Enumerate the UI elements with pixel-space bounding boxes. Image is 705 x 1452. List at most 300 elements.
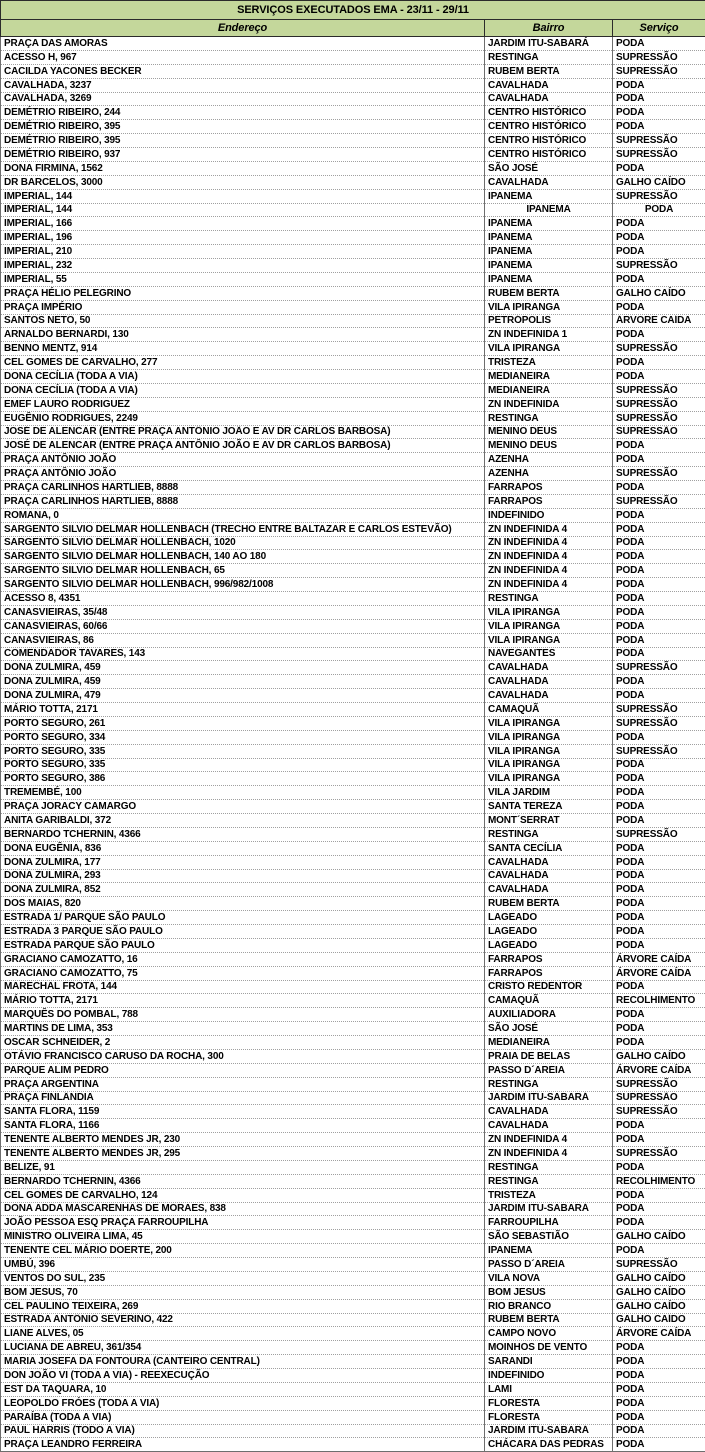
servico-cell[interactable]: PODA (613, 605, 705, 619)
bairro-cell[interactable]: CAMPO NOVO (485, 1327, 613, 1341)
servico-cell[interactable]: PODA (613, 647, 705, 661)
bairro-cell[interactable]: ZN INDEFINIDA 4 (485, 522, 613, 536)
servico-cell[interactable]: PODA (613, 1133, 705, 1147)
endereco-cell[interactable]: PRAÇA DAS AMORAS (1, 37, 485, 51)
endereco-cell[interactable]: DONA ZULMIRA, 459 (1, 661, 485, 675)
endereco-cell[interactable]: CAVALHADA, 3269 (1, 92, 485, 106)
endereco-cell[interactable]: TENENTE CEL MÁRIO DOERTE, 200 (1, 1244, 485, 1258)
endereco-cell[interactable]: SANTA FLORA, 1166 (1, 1119, 485, 1133)
bairro-cell[interactable]: JARDIM ITU-SABARÁ (485, 1424, 613, 1438)
bairro-cell[interactable]: MENINO DEUS (485, 439, 613, 453)
endereco-cell[interactable]: ARNALDO BERNARDI, 130 (1, 328, 485, 342)
bairro-cell[interactable]: FLORESTA (485, 1396, 613, 1410)
servico-cell[interactable]: PODA (613, 1008, 705, 1022)
servico-cell[interactable]: PODA (613, 1382, 705, 1396)
endereco-cell[interactable]: PRAÇA LEANDRO FERREIRA (1, 1438, 485, 1452)
endereco-cell[interactable]: SANTOS NETO, 50 (1, 314, 485, 328)
endereco-cell[interactable]: MÁRIO TOTTA, 2171 (1, 703, 485, 717)
bairro-cell[interactable]: CAVALHADA (485, 78, 613, 92)
bairro-cell[interactable]: LAGEADO (485, 938, 613, 952)
servico-cell[interactable]: PODA (613, 1396, 705, 1410)
servico-cell[interactable]: SUPRESSÃO (613, 50, 705, 64)
endereco-cell[interactable]: DONA FIRMINA, 1562 (1, 161, 485, 175)
endereco-cell[interactable]: EUGÊNIO RODRIGUES, 2249 (1, 411, 485, 425)
endereco-cell[interactable]: DONA CECÍLIA (TODA A VIA) (1, 383, 485, 397)
endereco-cell[interactable]: CAVALHADA, 3237 (1, 78, 485, 92)
servico-cell[interactable]: SUPRESSÃO (613, 744, 705, 758)
bairro-cell[interactable]: RUBEM BERTA (485, 286, 613, 300)
servico-cell[interactable]: RECOLHIMENTO (613, 994, 705, 1008)
servico-cell[interactable]: GALHO CAÍDO (613, 286, 705, 300)
bairro-cell[interactable]: CENTRO HISTÓRICO (485, 148, 613, 162)
bairro-cell[interactable]: IPANEMA (485, 217, 613, 231)
servico-cell[interactable]: PODA (613, 1036, 705, 1050)
endereco-cell[interactable]: PRAÇA HÉLIO PELEGRINO (1, 286, 485, 300)
bairro-cell[interactable]: ZN INDEFINIDA 4 (485, 578, 613, 592)
servico-cell[interactable]: GALHO CAÍDO (613, 1230, 705, 1244)
bairro-cell[interactable]: FARRAPOS (485, 494, 613, 508)
servico-cell[interactable]: SUPRESSÃO (613, 1258, 705, 1272)
bairro-cell[interactable]: ZN INDEFINIDA 4 (485, 1147, 613, 1161)
servico-cell[interactable]: GALHO CAÍDO (613, 1049, 705, 1063)
servico-cell[interactable]: PODA (613, 217, 705, 231)
bairro-cell[interactable]: MEDIANEIRA (485, 383, 613, 397)
endereco-cell[interactable]: BOM JESUS, 70 (1, 1285, 485, 1299)
servico-cell[interactable]: PODA (613, 1216, 705, 1230)
servico-cell[interactable]: SUPRESSÃO (613, 64, 705, 78)
servico-cell[interactable]: PODA (613, 1119, 705, 1133)
endereco-cell[interactable]: JOSÉ DE ALENCAR (ENTRE PRAÇA ANTÔNIO JOÃO E AV DR CARLOS BARBOSA) (1, 425, 485, 439)
bairro-cell[interactable]: ZN INDEFINIDA (485, 397, 613, 411)
bairro-cell[interactable]: ZN INDEFINIDA 4 (485, 536, 613, 550)
servico-cell[interactable]: PODA (613, 1244, 705, 1258)
endereco-cell[interactable]: DON JOÃO VI (TODA A VIA) - REEXECUÇÃO (1, 1369, 485, 1383)
servico-cell[interactable]: ÁRVORE CAÍDA (613, 1327, 705, 1341)
bairro-cell[interactable]: ZN INDEFINIDA 4 (485, 550, 613, 564)
bairro-cell[interactable]: CENTRO HISTÓRICO (485, 134, 613, 148)
bairro-cell[interactable]: RUBEM BERTA (485, 64, 613, 78)
endereco-cell[interactable]: DONA CECÍLIA (TODA A VIA) (1, 370, 485, 384)
servico-cell[interactable]: PODA (613, 675, 705, 689)
bairro-cell[interactable]: RESTINGA (485, 1077, 613, 1091)
endereco-cell[interactable]: PORTO SEGURO, 335 (1, 758, 485, 772)
endereco-cell[interactable]: PRAÇA FINLÂNDIA (1, 1091, 485, 1105)
endereco-cell[interactable]: LEOPOLDO FRÓES (TODA A VIA) (1, 1396, 485, 1410)
endereco-cell[interactable]: BERNARDO TCHERNIN, 4366 (1, 1174, 485, 1188)
servico-cell[interactable]: ÁRVORE CAÍDA (613, 966, 705, 980)
endereco-cell[interactable]: OSCAR SCHNEIDER, 2 (1, 1036, 485, 1050)
servico-cell[interactable]: PODA (613, 1369, 705, 1383)
servico-cell[interactable]: PODA (613, 161, 705, 175)
servico-cell[interactable]: GALHO CAÍDO (613, 1299, 705, 1313)
servico-cell[interactable]: PODA (613, 564, 705, 578)
bairro-cell[interactable]: CAMAQUÃ (485, 994, 613, 1008)
endereco-cell[interactable]: PORTO SEGURO, 386 (1, 772, 485, 786)
servico-cell[interactable]: SUPRESSÃO (613, 1091, 705, 1105)
bairro-cell[interactable]: MOINHOS DE VENTO (485, 1341, 613, 1355)
endereco-cell[interactable]: MARQUÊS DO POMBAL, 788 (1, 1008, 485, 1022)
bairro-cell[interactable]: FLORESTA (485, 1410, 613, 1424)
endereco-cell[interactable]: SARGENTO SILVIO DELMAR HOLLENBACH, 1020 (1, 536, 485, 550)
bairro-cell[interactable]: CRISTO REDENTOR (485, 980, 613, 994)
servico-cell[interactable]: PODA (613, 300, 705, 314)
endereco-cell[interactable]: IMPERIAL, 144 (1, 203, 485, 217)
bairro-cell[interactable]: MONT´SERRAT (485, 814, 613, 828)
endereco-cell[interactable]: LIANE ALVES, 05 (1, 1327, 485, 1341)
endereco-cell[interactable]: DONA ZULMIRA, 177 (1, 855, 485, 869)
column-header-endereco[interactable]: Endereço (1, 20, 485, 37)
bairro-cell[interactable]: AZENHA (485, 453, 613, 467)
endereco-cell[interactable]: GRACIANO CAMOZATTO, 75 (1, 966, 485, 980)
bairro-cell[interactable]: VILA IPIRANGA (485, 772, 613, 786)
endereco-cell[interactable]: DEMÉTRIO RIBEIRO, 937 (1, 148, 485, 162)
endereco-cell[interactable]: DONA ZULMIRA, 852 (1, 883, 485, 897)
servico-cell[interactable]: PODA (613, 1424, 705, 1438)
servico-cell[interactable]: PODA (613, 106, 705, 120)
bairro-cell[interactable]: ZN INDEFINIDA 1 (485, 328, 613, 342)
bairro-cell[interactable]: CAVALHADA (485, 1119, 613, 1133)
bairro-cell[interactable]: CAVALHADA (485, 1105, 613, 1119)
bairro-cell[interactable]: VILA IPIRANGA (485, 716, 613, 730)
endereco-cell[interactable]: TREMEMBÉ, 100 (1, 786, 485, 800)
bairro-cell[interactable]: VILA IPIRANGA (485, 342, 613, 356)
servico-cell[interactable]: PODA (613, 619, 705, 633)
servico-cell[interactable]: PODA (613, 814, 705, 828)
servico-cell[interactable]: SUPRESSÃO (613, 716, 705, 730)
servico-cell[interactable]: SUPRESSÃO (613, 134, 705, 148)
endereco-cell[interactable]: DONA ZULMIRA, 479 (1, 689, 485, 703)
bairro-cell[interactable]: VILA IPIRANGA (485, 744, 613, 758)
servico-cell[interactable]: ÁRVORE CAÍDA (613, 314, 705, 328)
servico-cell[interactable]: PODA (613, 841, 705, 855)
bairro-cell[interactable]: IPANEMA (485, 189, 613, 203)
servico-cell[interactable]: PODA (613, 1188, 705, 1202)
endereco-cell[interactable]: ESTRADA ANTÔNIO SEVERINO, 422 (1, 1313, 485, 1327)
bairro-cell[interactable]: CENTRO HISTÓRICO (485, 120, 613, 134)
bairro-cell[interactable]: VILA IPIRANGA (485, 633, 613, 647)
bairro-cell[interactable]: IPANEMA (485, 272, 613, 286)
bairro-cell[interactable]: RESTINGA (485, 50, 613, 64)
endereco-cell[interactable]: SARGENTO SILVIO DELMAR HOLLENBACH, 65 (1, 564, 485, 578)
endereco-cell[interactable]: PAUL HARRIS (TODO A VIA) (1, 1424, 485, 1438)
servico-cell[interactable]: PODA (613, 592, 705, 606)
bairro-cell[interactable]: VILA IPIRANGA (485, 605, 613, 619)
endereco-cell[interactable]: ANITA GARIBALDI, 372 (1, 814, 485, 828)
endereco-cell[interactable]: JOÃO PESSOA ESQ PRAÇA FARROUPILHA (1, 1216, 485, 1230)
endereco-cell[interactable]: UMBÚ, 396 (1, 1258, 485, 1272)
endereco-cell[interactable]: MARIA JOSEFA DA FONTOURA (CANTEIRO CENTRAL) (1, 1355, 485, 1369)
servico-cell[interactable]: GALHO CAÍDO (613, 1285, 705, 1299)
bairro-cell[interactable]: AZENHA (485, 467, 613, 481)
servico-cell[interactable]: SUPRESSÃO (613, 1077, 705, 1091)
bairro-cell[interactable]: MENINO DEUS (485, 425, 613, 439)
servico-cell[interactable]: SUPRESSÃO (613, 148, 705, 162)
bairro-cell[interactable]: MEDIANEIRA (485, 1036, 613, 1050)
endereco-cell[interactable]: IMPERIAL, 232 (1, 259, 485, 273)
servico-cell[interactable]: GALHO CAÍDO (613, 175, 705, 189)
endereco-cell[interactable]: CANASVIEIRAS, 35/48 (1, 605, 485, 619)
endereco-cell[interactable]: CEL GOMES DE CARVALHO, 124 (1, 1188, 485, 1202)
servico-cell[interactable]: GALHO CAÍDO (613, 1313, 705, 1327)
bairro-cell[interactable]: CHÁCARA DAS PEDRAS (485, 1438, 613, 1452)
bairro-cell[interactable]: ZN INDEFINIDA 4 (485, 564, 613, 578)
endereco-cell[interactable]: ESTRADA PARQUE SÃO PAULO (1, 938, 485, 952)
servico-cell[interactable]: SUPRESSÃO (613, 1147, 705, 1161)
servico-cell[interactable]: SUPRESSÃO (613, 411, 705, 425)
endereco-cell[interactable]: PRAÇA ANTÔNIO JOÃO (1, 467, 485, 481)
servico-cell[interactable]: PODA (613, 633, 705, 647)
servico-cell[interactable]: PODA (613, 897, 705, 911)
bairro-cell[interactable]: FARRAPOS (485, 966, 613, 980)
endereco-cell[interactable]: PRAÇA IMPÉRIO (1, 300, 485, 314)
bairro-cell[interactable]: CAVALHADA (485, 883, 613, 897)
bairro-cell[interactable]: VILA IPIRANGA (485, 619, 613, 633)
servico-cell[interactable]: PODA (613, 786, 705, 800)
servico-cell[interactable]: PODA (613, 1355, 705, 1369)
endereco-cell[interactable]: BELIZE, 91 (1, 1160, 485, 1174)
servico-cell[interactable]: PODA (613, 37, 705, 51)
bairro-cell[interactable]: CAMAQUÃ (485, 703, 613, 717)
servico-cell[interactable]: PODA (613, 869, 705, 883)
bairro-cell[interactable]: NAVEGANTES (485, 647, 613, 661)
servico-cell[interactable]: PODA (613, 1022, 705, 1036)
endereco-cell[interactable]: VENTOS DO SUL, 235 (1, 1271, 485, 1285)
servico-cell[interactable]: SUPRESSÃO (613, 467, 705, 481)
bairro-cell[interactable]: LAGEADO (485, 911, 613, 925)
bairro-cell[interactable]: RIO BRANCO (485, 1299, 613, 1313)
servico-cell[interactable]: PODA (613, 883, 705, 897)
endereco-cell[interactable]: SANTA FLORA, 1159 (1, 1105, 485, 1119)
bairro-cell[interactable]: BOM JESUS (485, 1285, 613, 1299)
bairro-cell[interactable]: RESTINGA (485, 411, 613, 425)
bairro-cell[interactable]: PASSO D´AREIA (485, 1063, 613, 1077)
bairro-cell[interactable]: IPANEMA (485, 203, 613, 217)
bairro-cell[interactable]: FARRAPOS (485, 952, 613, 966)
bairro-cell[interactable]: VILA IPIRANGA (485, 730, 613, 744)
servico-cell[interactable]: PODA (613, 120, 705, 134)
table-title[interactable]: SERVIÇOS EXECUTADOS EMA - 23/11 - 29/11 (1, 1, 705, 20)
bairro-cell[interactable]: INDEFINIDO (485, 508, 613, 522)
servico-cell[interactable]: PODA (613, 925, 705, 939)
servico-cell[interactable]: PODA (613, 481, 705, 495)
servico-cell[interactable]: PODA (613, 272, 705, 286)
endereco-cell[interactable]: ESTRADA 3 PARQUE SÃO PAULO (1, 925, 485, 939)
bairro-cell[interactable]: ZN INDEFINIDA 4 (485, 1133, 613, 1147)
servico-cell[interactable]: PODA (613, 231, 705, 245)
servico-cell[interactable]: PODA (613, 1160, 705, 1174)
endereco-cell[interactable]: PORTO SEGURO, 335 (1, 744, 485, 758)
bairro-cell[interactable]: IPANEMA (485, 259, 613, 273)
servico-cell[interactable]: RECOLHIMENTO (613, 1174, 705, 1188)
servico-cell[interactable]: PODA (613, 578, 705, 592)
bairro-cell[interactable]: CAVALHADA (485, 675, 613, 689)
bairro-cell[interactable]: FARRAPOS (485, 481, 613, 495)
column-header-bairro[interactable]: Bairro (485, 20, 613, 37)
endereco-cell[interactable]: IMPERIAL, 166 (1, 217, 485, 231)
servico-cell[interactable]: SUPRESSÃO (613, 827, 705, 841)
endereco-cell[interactable]: MINISTRO OLIVEIRA LIMA, 45 (1, 1230, 485, 1244)
endereco-cell[interactable]: TENENTE ALBERTO MENDES JR, 295 (1, 1147, 485, 1161)
endereco-cell[interactable]: IMPERIAL, 55 (1, 272, 485, 286)
endereco-cell[interactable]: DONA ZULMIRA, 293 (1, 869, 485, 883)
endereco-cell[interactable]: SARGENTO SILVIO DELMAR HOLLENBACH, 996/982/1008 (1, 578, 485, 592)
endereco-cell[interactable]: DEMÉTRIO RIBEIRO, 244 (1, 106, 485, 120)
bairro-cell[interactable]: TRISTEZA (485, 356, 613, 370)
bairro-cell[interactable]: PETRÓPOLIS (485, 314, 613, 328)
servico-cell[interactable]: PODA (613, 730, 705, 744)
bairro-cell[interactable]: IPANEMA (485, 231, 613, 245)
endereco-cell[interactable]: PORTO SEGURO, 261 (1, 716, 485, 730)
bairro-cell[interactable]: SARANDI (485, 1355, 613, 1369)
bairro-cell[interactable]: JARDIM ITU-SABARÁ (485, 37, 613, 51)
bairro-cell[interactable]: VILA JARDIM (485, 786, 613, 800)
endereco-cell[interactable]: DONA ADDA MASCARENHAS DE MORAES, 838 (1, 1202, 485, 1216)
bairro-cell[interactable]: SÃO SEBASTIÃO (485, 1230, 613, 1244)
endereco-cell[interactable]: TENENTE ALBERTO MENDES JR, 230 (1, 1133, 485, 1147)
servico-cell[interactable]: SUPRESSÃO (613, 189, 705, 203)
endereco-cell[interactable]: GRACIANO CAMOZATTO, 16 (1, 952, 485, 966)
bairro-cell[interactable]: CAVALHADA (485, 869, 613, 883)
endereco-cell[interactable]: PRAÇA CARLINHOS HARTLIEB, 8888 (1, 481, 485, 495)
servico-cell[interactable]: PODA (613, 800, 705, 814)
servico-cell[interactable]: PODA (613, 980, 705, 994)
endereco-cell[interactable]: PRAÇA CARLINHOS HARTLIEB, 8888 (1, 494, 485, 508)
endereco-cell[interactable]: OTÁVIO FRANCISCO CARUSO DA ROCHA, 300 (1, 1049, 485, 1063)
servico-cell[interactable]: PODA (613, 758, 705, 772)
endereco-cell[interactable]: EST DA TAQUARA, 10 (1, 1382, 485, 1396)
bairro-cell[interactable]: IPANEMA (485, 1244, 613, 1258)
bairro-cell[interactable]: AUXILIADORA (485, 1008, 613, 1022)
bairro-cell[interactable]: RESTINGA (485, 592, 613, 606)
column-header-servico[interactable]: Serviço (613, 20, 705, 37)
endereco-cell[interactable]: ESTRADA 1/ PARQUE SÃO PAULO (1, 911, 485, 925)
endereco-cell[interactable]: ROMANA, 0 (1, 508, 485, 522)
bairro-cell[interactable]: CENTRO HISTÓRICO (485, 106, 613, 120)
servico-cell[interactable]: PODA (613, 508, 705, 522)
bairro-cell[interactable]: JARDIM ITU-SABARÁ (485, 1091, 613, 1105)
servico-cell[interactable]: PODA (613, 1438, 705, 1452)
bairro-cell[interactable]: SANTA CECÍLIA (485, 841, 613, 855)
servico-cell[interactable]: PODA (613, 855, 705, 869)
servico-cell[interactable]: PODA (613, 439, 705, 453)
servico-cell[interactable]: PODA (613, 328, 705, 342)
bairro-cell[interactable]: CAVALHADA (485, 855, 613, 869)
servico-cell[interactable]: PODA (613, 1202, 705, 1216)
endereco-cell[interactable]: DOS MAIAS, 820 (1, 897, 485, 911)
endereco-cell[interactable]: SARGENTO SILVIO DELMAR HOLLENBACH (TRECHO ENTRE BALTAZAR E CARLOS ESTEVÃO) (1, 522, 485, 536)
endereco-cell[interactable]: DONA ZULMIRA, 459 (1, 675, 485, 689)
bairro-cell[interactable]: CAVALHADA (485, 175, 613, 189)
servico-cell[interactable]: PODA (613, 536, 705, 550)
servico-cell[interactable]: SUPRESSÃO (613, 342, 705, 356)
servico-cell[interactable]: PODA (613, 245, 705, 259)
bairro-cell[interactable]: PASSO D´AREIA (485, 1258, 613, 1272)
servico-cell[interactable]: PODA (613, 92, 705, 106)
bairro-cell[interactable]: VILA IPIRANGA (485, 758, 613, 772)
endereco-cell[interactable]: ACESSO 8, 4351 (1, 592, 485, 606)
bairro-cell[interactable]: PRAIA DE BELAS (485, 1049, 613, 1063)
bairro-cell[interactable]: LAMI (485, 1382, 613, 1396)
endereco-cell[interactable]: BENNO MENTZ, 914 (1, 342, 485, 356)
servico-cell[interactable]: GALHO CAÍDO (613, 1271, 705, 1285)
bairro-cell[interactable]: RUBEM BERTA (485, 897, 613, 911)
endereco-cell[interactable]: IMPERIAL, 196 (1, 231, 485, 245)
servico-cell[interactable]: PODA (613, 938, 705, 952)
bairro-cell[interactable]: FARROUPILHA (485, 1216, 613, 1230)
bairro-cell[interactable]: SÃO JOSÉ (485, 161, 613, 175)
endereco-cell[interactable]: PARQUE ALIM PEDRO (1, 1063, 485, 1077)
endereco-cell[interactable]: IMPERIAL, 210 (1, 245, 485, 259)
endereco-cell[interactable]: CANASVIEIRAS, 60/66 (1, 619, 485, 633)
endereco-cell[interactable]: CACILDA YACONES BECKER (1, 64, 485, 78)
endereco-cell[interactable]: PRAÇA ARGENTINA (1, 1077, 485, 1091)
endereco-cell[interactable]: DEMÉTRIO RIBEIRO, 395 (1, 134, 485, 148)
endereco-cell[interactable]: CEL PAULINO TEIXEIRA, 269 (1, 1299, 485, 1313)
servico-cell[interactable]: ÁRVORE CAÍDA (613, 952, 705, 966)
servico-cell[interactable]: PODA (613, 911, 705, 925)
servico-cell[interactable]: PODA (613, 203, 705, 217)
bairro-cell[interactable]: CAVALHADA (485, 92, 613, 106)
endereco-cell[interactable]: MÁRIO TOTTA, 2171 (1, 994, 485, 1008)
endereco-cell[interactable]: BERNARDO TCHERNIN, 4366 (1, 827, 485, 841)
endereco-cell[interactable]: LUCIANA DE ABREU, 361/354 (1, 1341, 485, 1355)
bairro-cell[interactable]: VILA NOVA (485, 1271, 613, 1285)
endereco-cell[interactable]: MARECHAL FROTA, 144 (1, 980, 485, 994)
servico-cell[interactable]: PODA (613, 550, 705, 564)
servico-cell[interactable]: SUPRESSÃO (613, 259, 705, 273)
servico-cell[interactable]: PODA (613, 1410, 705, 1424)
servico-cell[interactable]: ÁRVORE CAÍDA (613, 1063, 705, 1077)
servico-cell[interactable]: PODA (613, 78, 705, 92)
servico-cell[interactable]: SUPRESSÃO (613, 494, 705, 508)
bairro-cell[interactable]: RUBEM BERTA (485, 1313, 613, 1327)
servico-cell[interactable]: PODA (613, 689, 705, 703)
servico-cell[interactable]: SUPRESSÃO (613, 425, 705, 439)
bairro-cell[interactable]: MEDIANEIRA (485, 370, 613, 384)
servico-cell[interactable]: PODA (613, 772, 705, 786)
endereco-cell[interactable]: CEL GOMES DE CARVALHO, 277 (1, 356, 485, 370)
bairro-cell[interactable]: INDEFINIDO (485, 1369, 613, 1383)
servico-cell[interactable]: PODA (613, 356, 705, 370)
endereco-cell[interactable]: PARAÍBA (TODA A VIA) (1, 1410, 485, 1424)
endereco-cell[interactable]: PRAÇA ANTÔNIO JOÃO (1, 453, 485, 467)
endereco-cell[interactable]: EMEF LAURO RODRIGUEZ (1, 397, 485, 411)
bairro-cell[interactable]: LAGEADO (485, 925, 613, 939)
endereco-cell[interactable]: DEMÉTRIO RIBEIRO, 395 (1, 120, 485, 134)
endereco-cell[interactable]: SARGENTO SILVIO DELMAR HOLLENBACH, 140 AO 180 (1, 550, 485, 564)
endereco-cell[interactable]: IMPERIAL, 144 (1, 189, 485, 203)
endereco-cell[interactable]: ACESSO H, 967 (1, 50, 485, 64)
endereco-cell[interactable]: PRAÇA JORACY CAMARGO (1, 800, 485, 814)
endereco-cell[interactable]: PORTO SEGURO, 334 (1, 730, 485, 744)
bairro-cell[interactable]: VILA IPIRANGA (485, 300, 613, 314)
servico-cell[interactable]: SUPRESSÃO (613, 397, 705, 411)
bairro-cell[interactable]: JARDIM ITU-SABARÁ (485, 1202, 613, 1216)
endereco-cell[interactable]: JOSÉ DE ALENCAR (ENTRE PRAÇA ANTÔNIO JOÃO E AV DR CARLOS BARBOSA) (1, 439, 485, 453)
bairro-cell[interactable]: CAVALHADA (485, 661, 613, 675)
bairro-cell[interactable]: TRISTEZA (485, 1188, 613, 1202)
endereco-cell[interactable]: CANASVIEIRAS, 86 (1, 633, 485, 647)
bairro-cell[interactable]: IPANEMA (485, 245, 613, 259)
servico-cell[interactable]: SUPRESSÃO (613, 661, 705, 675)
bairro-cell[interactable]: RESTINGA (485, 1160, 613, 1174)
servico-cell[interactable]: SUPRESSÃO (613, 1105, 705, 1119)
endereco-cell[interactable]: MARTINS DE LIMA, 353 (1, 1022, 485, 1036)
servico-cell[interactable]: PODA (613, 453, 705, 467)
servico-cell[interactable]: SUPRESSÃO (613, 703, 705, 717)
bairro-cell[interactable]: RESTINGA (485, 827, 613, 841)
endereco-cell[interactable]: COMENDADOR TAVARES, 143 (1, 647, 485, 661)
